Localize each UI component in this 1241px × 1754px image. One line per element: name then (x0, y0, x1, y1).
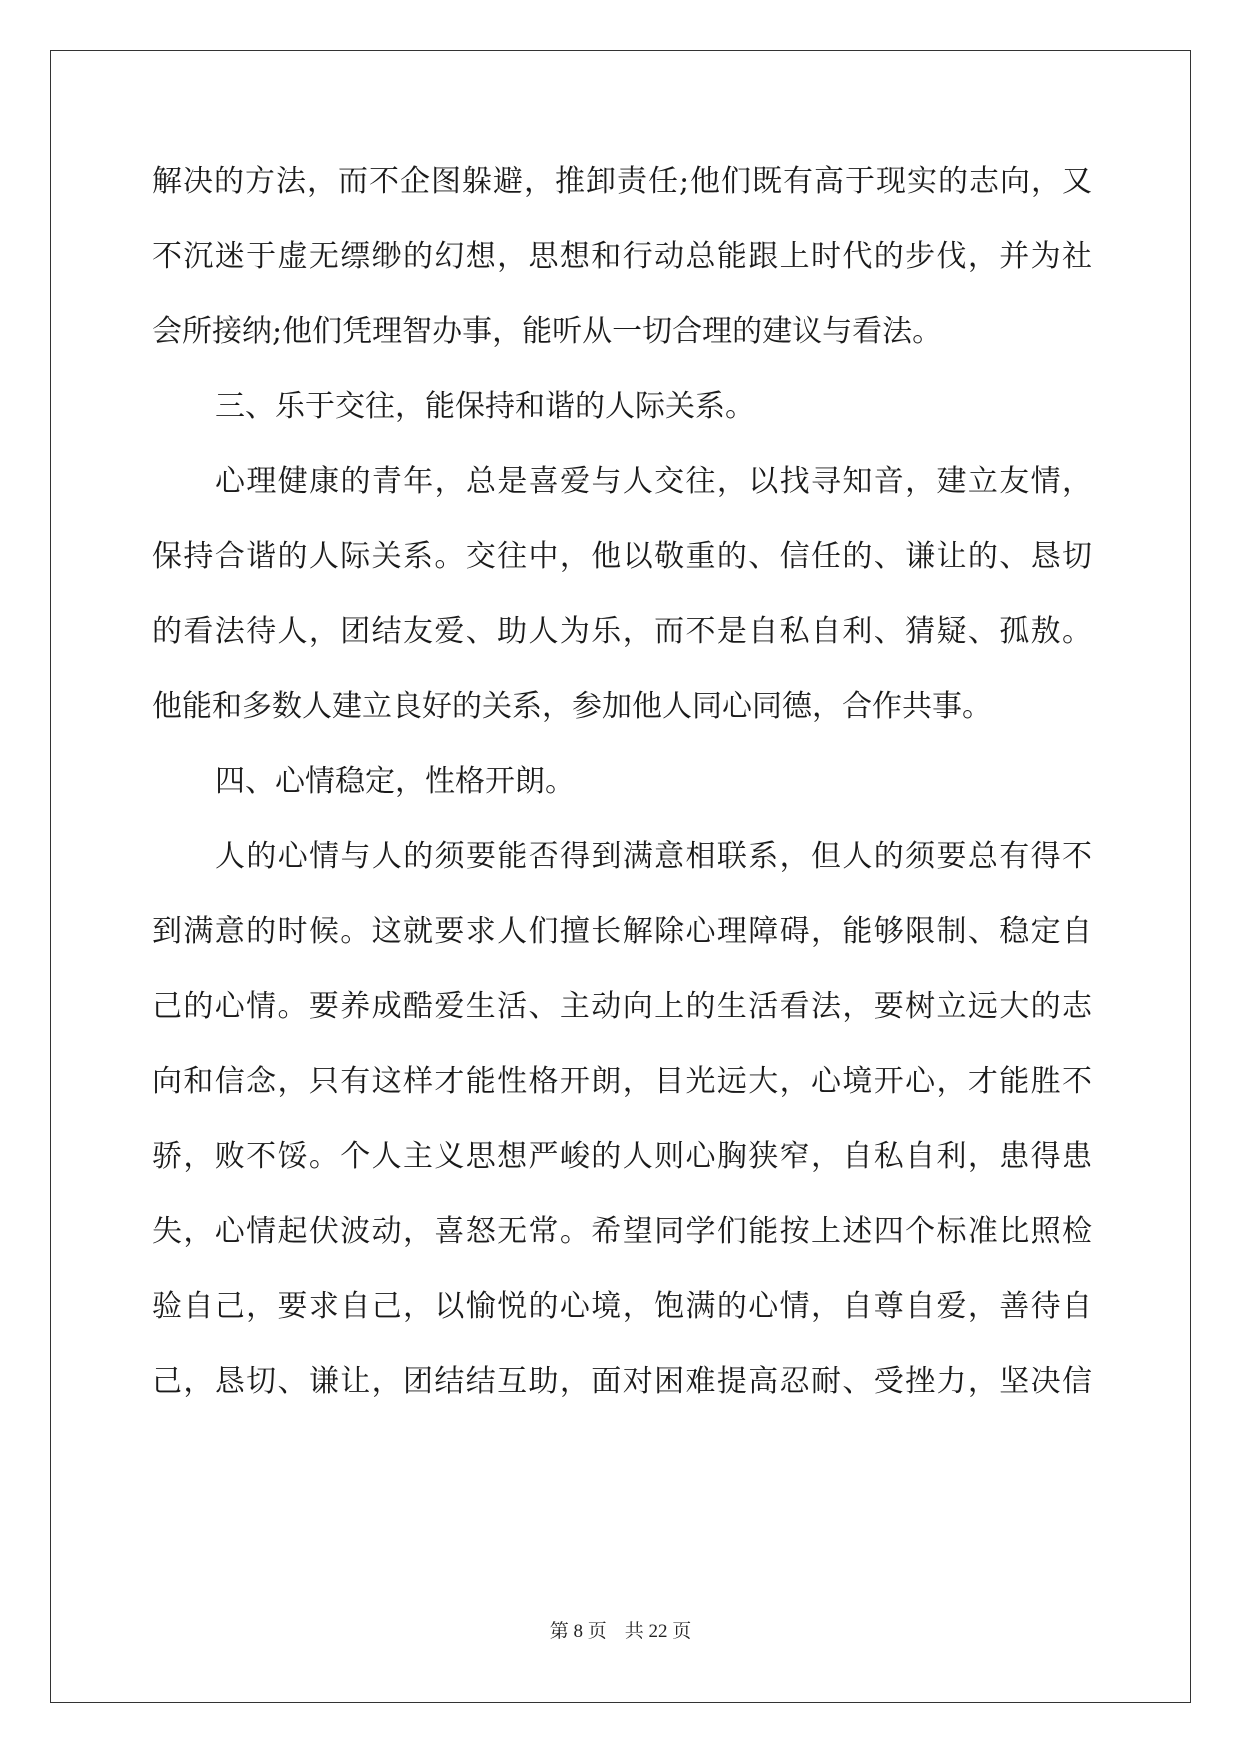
page-total: 共 22 页 (624, 1621, 692, 1642)
text-line: 保持合谐的人际关系。交往中，他以敬重的、信任的、谦让的、恳切 (152, 539, 1092, 574)
text-line: 他能和多数人建立良好的关系，参加他人同心同德，合作共事。 (152, 689, 992, 724)
section-heading: 四、心情稳定，性格开朗。 (215, 764, 575, 799)
text-line: 不沉迷于虚无缥缈的幻想，思想和行动总能跟上时代的步伐，并为社 (152, 239, 1092, 274)
text-line: 向和信念，只有这样才能性格开朗，目光远大，心境开心，才能胜不 (152, 1064, 1092, 1099)
text-line: 己，恳切、谦让，团结结互助，面对困难提高忍耐、受挫力，坚决信 (152, 1364, 1092, 1399)
text-line: 己的心情。要养成酷爱生活、主动向上的生活看法，要树立远大的志 (152, 989, 1092, 1024)
text-line: 的看法待人，团结友爱、助人为乐，而不是自私自利、猜疑、孤敖。 (152, 614, 1092, 649)
text-line: 到满意的时候。这就要求人们擅长解除心理障碍，能够限制、稳定自 (152, 914, 1092, 949)
page-number: 第 8 页 (549, 1621, 607, 1642)
text-line: 人的心情与人的须要能否得到满意相联系，但人的须要总有得不 (215, 839, 1092, 874)
page-footer (0, 1620, 1241, 1644)
text-line: 心理健康的青年，总是喜爱与人交往，以找寻知音，建立友情， (215, 464, 1092, 499)
text-line: 失，心情起伏波动，喜怒无常。希望同学们能按上述四个标准比照检 (152, 1214, 1092, 1249)
text-line: 验自己，要求自己，以愉悦的心境，饱满的心情，自尊自爱，善待自 (152, 1289, 1092, 1324)
text-line: 骄，败不馁。个人主义思想严峻的人则心胸狭窄，自私自利，患得患 (152, 1139, 1092, 1174)
text-line: 解决的方法，而不企图躲避，推卸责任;他们既有高于现实的志向，又 (152, 164, 1092, 199)
section-heading: 三、乐于交往，能保持和谐的人际关系。 (215, 389, 755, 424)
text-line: 会所接纳;他们凭理智办事，能听从一切合理的建议与看法。 (152, 314, 943, 349)
